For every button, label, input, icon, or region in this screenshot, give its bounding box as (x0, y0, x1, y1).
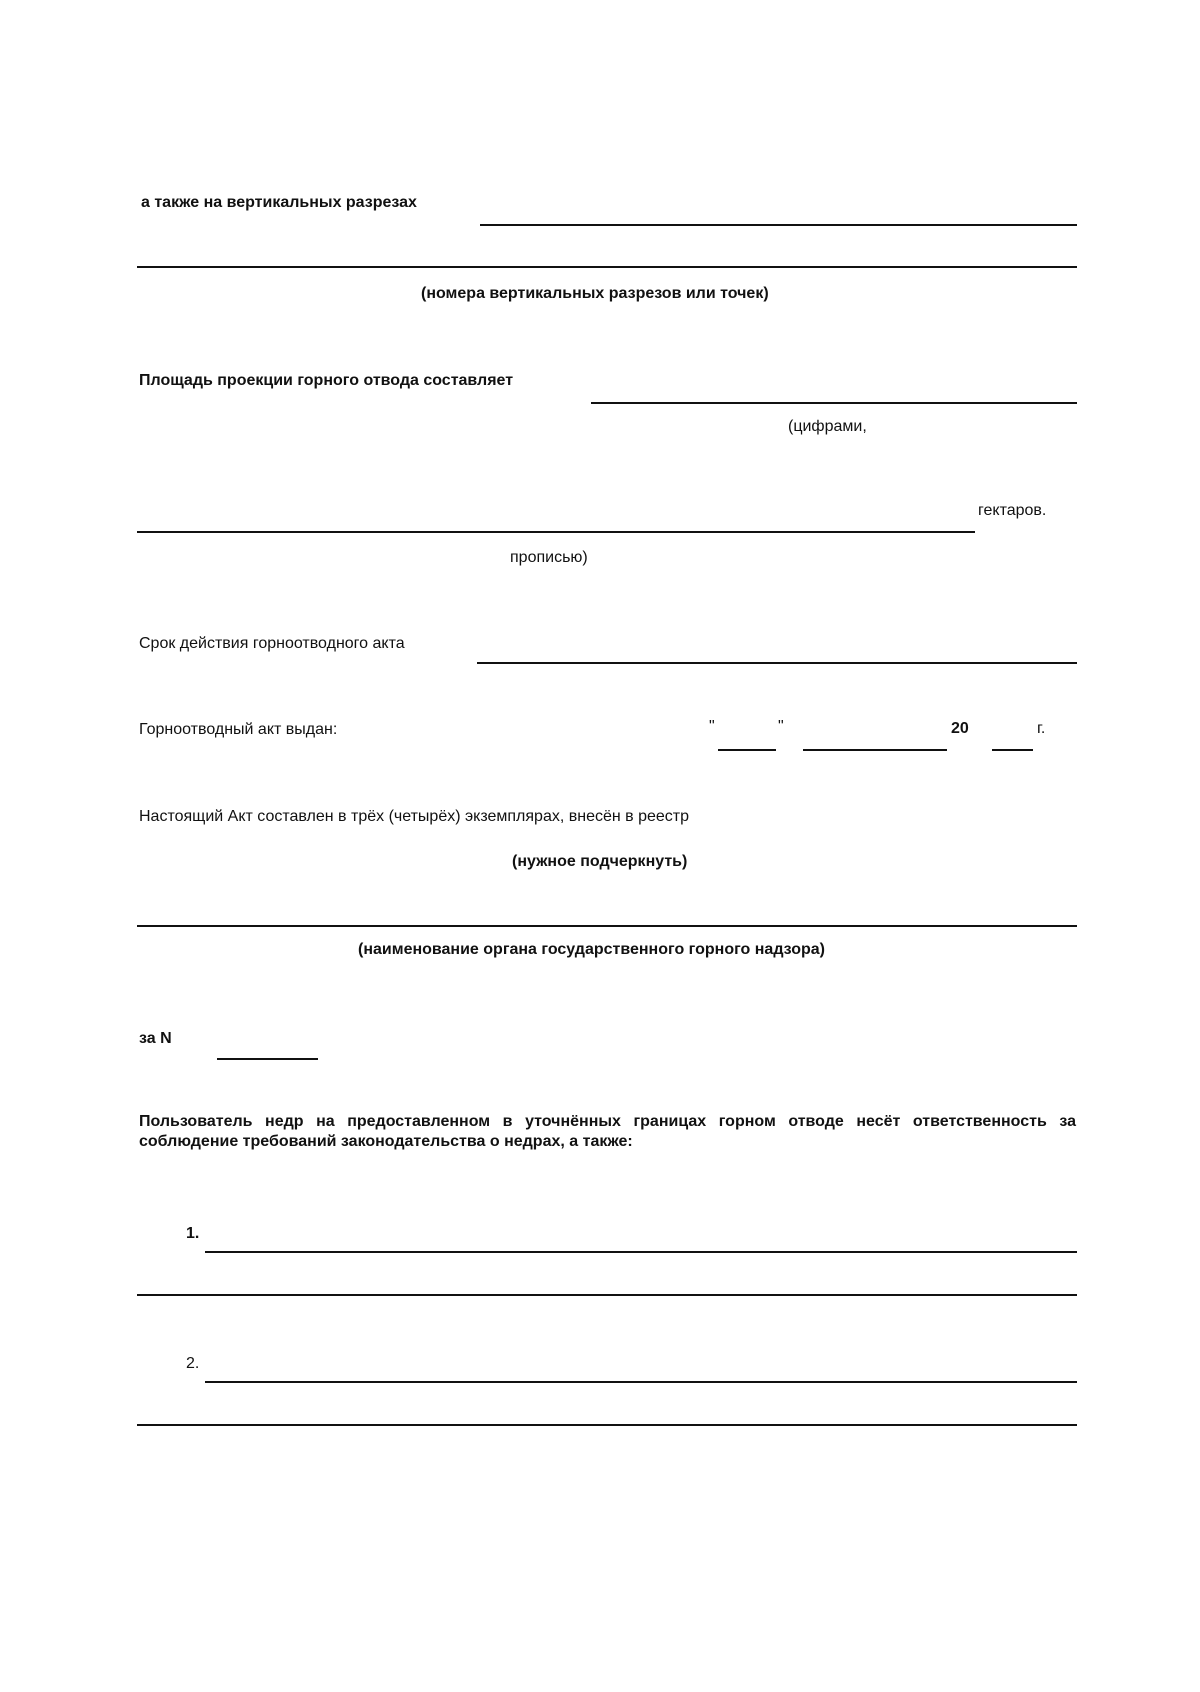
area-words-blank[interactable] (137, 531, 975, 533)
copies-hint: (нужное подчеркнуть) (512, 853, 688, 870)
vertical-sections-blank-2[interactable] (137, 266, 1077, 268)
date-quote-open: " (709, 718, 715, 735)
date-quote-close: " (778, 718, 784, 735)
list-item-2-blank[interactable] (205, 1381, 1077, 1383)
number-blank[interactable] (217, 1058, 318, 1060)
year-suffix: г. (1037, 720, 1046, 737)
vertical-sections-caption: (номера вертикальных разрезов или точек) (421, 285, 769, 302)
vertical-sections-blank[interactable] (480, 224, 1077, 226)
list-item-1-blank-2[interactable] (137, 1294, 1077, 1296)
list-item-number-1: 1. (186, 1225, 200, 1242)
authority-caption: (наименование органа государственного горного надзора) (358, 941, 826, 958)
day-blank[interactable] (718, 749, 776, 751)
copies-text: Настоящий Акт составлен в трёх (четырёх) экземплярах, внесён в реестр (139, 808, 690, 825)
term-blank[interactable] (477, 662, 1077, 664)
area-unit: гектаров. (978, 502, 1047, 519)
term-label: Срок действия горноотводного акта (139, 635, 405, 652)
issued-label: Горноотводный акт выдан: (139, 721, 338, 738)
list-item-2-blank-2[interactable] (137, 1424, 1077, 1426)
list-item-1-blank[interactable] (205, 1251, 1077, 1253)
vertical-sections-label: а также на вертикальных разрезах (141, 194, 417, 211)
authority-blank[interactable] (137, 925, 1077, 927)
list-item-number-2: 2. (186, 1355, 200, 1372)
area-label: Площадь проекции горного отвода составляет (139, 372, 514, 389)
number-label: за N (139, 1030, 172, 1047)
area-caption-words: прописью) (510, 549, 588, 566)
area-caption-digits: (цифрами, (788, 418, 867, 435)
area-digits-blank[interactable] (591, 402, 1077, 404)
year-prefix: 20 (951, 720, 969, 737)
responsibility-text: Пользователь недр на предоставленном в уточнённых границах горном отводе несёт ответственность за соблюдение требований законодательства о недрах, а также: (139, 1113, 1076, 1150)
month-blank[interactable] (803, 749, 947, 751)
year-blank[interactable] (992, 749, 1033, 751)
